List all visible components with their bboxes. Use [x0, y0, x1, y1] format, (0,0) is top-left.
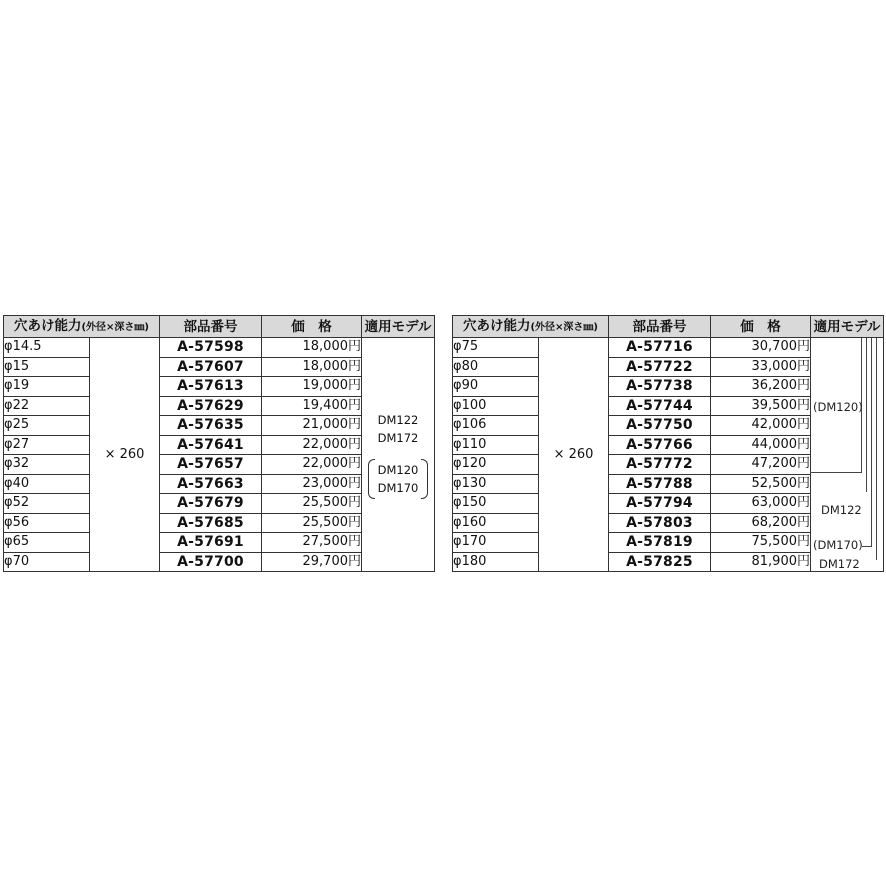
price-cell: 18,000円	[262, 357, 362, 377]
diameter-cell: φ14.5	[4, 338, 90, 358]
diameter-cell: φ40	[4, 474, 90, 494]
part-number-cell: A-57629	[160, 396, 262, 416]
model-label-dm170: (DM170)	[813, 538, 863, 552]
price-cell: 29,700円	[262, 552, 362, 572]
bracket-line-dm120-h	[810, 472, 862, 473]
price-cell: 25,500円	[262, 494, 362, 514]
model-paren-group	[368, 459, 429, 499]
diameter-cell: φ15	[4, 357, 90, 377]
model-label-dm120: (DM120)	[813, 400, 863, 414]
part-number-cell: A-57766	[609, 435, 711, 455]
part-number-cell: A-57788	[609, 474, 711, 494]
model-label-dm172: DM172	[819, 557, 860, 571]
left-price-header: 価 格	[262, 316, 362, 338]
part-number-cell: A-57641	[160, 435, 262, 455]
diameter-cell: φ120	[453, 455, 539, 475]
table-row	[4, 338, 435, 358]
part-number-cell: A-57825	[609, 552, 711, 572]
part-number-cell: A-57635	[160, 416, 262, 436]
part-number-cell: A-57794	[609, 494, 711, 514]
left-spec-table	[3, 315, 435, 572]
diameter-cell: φ19	[4, 377, 90, 397]
price-cell: 27,500円	[262, 533, 362, 553]
part-number-cell: A-57679	[160, 494, 262, 514]
right-spec-table	[452, 315, 884, 572]
bracket-line-dm122-v	[866, 338, 867, 492]
diameter-cell: φ90	[453, 377, 539, 397]
diameter-cell: φ150	[453, 494, 539, 514]
price-cell: 30,700円	[711, 338, 811, 358]
price-cell: 22,000円	[262, 435, 362, 455]
part-number-cell: A-57716	[609, 338, 711, 358]
diameter-cell: φ180	[453, 552, 539, 572]
price-cell: 68,200円	[711, 513, 811, 533]
model-label-dm122: DM122	[821, 503, 862, 517]
left-part-header: 部品番号	[160, 316, 262, 338]
depth-cell: × 260	[539, 338, 609, 572]
price-cell: 42,000円	[711, 416, 811, 436]
right-header-row	[453, 316, 884, 338]
price-cell: 18,000円	[262, 338, 362, 358]
part-number-cell: A-57607	[160, 357, 262, 377]
model-dm172: DM172	[377, 430, 419, 445]
diameter-cell: φ25	[4, 416, 90, 436]
part-number-cell: A-57772	[609, 455, 711, 475]
diameter-cell: φ170	[453, 533, 539, 553]
price-cell: 21,000円	[262, 416, 362, 436]
price-cell: 25,500円	[262, 513, 362, 533]
model-dm122: DM122	[377, 412, 419, 427]
part-number-cell: A-57663	[160, 474, 262, 494]
part-number-cell: A-57613	[160, 377, 262, 397]
right-part-header: 部品番号	[609, 316, 711, 338]
price-cell: 63,000円	[711, 494, 811, 514]
bracket-line-dm170-h	[862, 546, 872, 547]
diameter-cell: φ70	[4, 552, 90, 572]
models-cell	[811, 338, 884, 553]
depth-cell: × 260	[90, 338, 160, 572]
diameter-cell: φ52	[4, 494, 90, 514]
price-cell: 19,000円	[262, 377, 362, 397]
price-cell: 22,000円	[262, 455, 362, 475]
price-cell: 39,500円	[711, 396, 811, 416]
price-cell: 23,000円	[262, 474, 362, 494]
table-row	[453, 338, 884, 358]
right-capacity-header: 穴あけ能力(外径×深さ㎜)	[453, 316, 609, 338]
bracket-line-dm170-v	[871, 338, 872, 546]
part-number-cell: A-57803	[609, 513, 711, 533]
price-cell: 44,000円	[711, 435, 811, 455]
diameter-cell: φ22	[4, 396, 90, 416]
price-cell: 75,500円	[711, 533, 811, 553]
diameter-cell: φ75	[453, 338, 539, 358]
part-number-cell: A-57700	[160, 552, 262, 572]
left-models-header: 適用モデル	[362, 316, 435, 338]
models-cell	[362, 338, 435, 572]
part-number-cell: A-57722	[609, 357, 711, 377]
part-number-cell: A-57657	[160, 455, 262, 475]
part-number-cell: A-57691	[160, 533, 262, 553]
diameter-cell: φ32	[4, 455, 90, 475]
diameter-cell: φ65	[4, 533, 90, 553]
part-number-cell: A-57744	[609, 396, 711, 416]
diameter-cell: φ100	[453, 396, 539, 416]
part-number-cell: A-57738	[609, 377, 711, 397]
diameter-cell: φ160	[453, 513, 539, 533]
part-number-cell: A-57685	[160, 513, 262, 533]
part-number-cell: A-57750	[609, 416, 711, 436]
right-price-header: 価 格	[711, 316, 811, 338]
right-models-header: 適用モデル	[811, 316, 884, 338]
diameter-cell: φ27	[4, 435, 90, 455]
left-capacity-header: 穴あけ能力(外径×深さ㎜)	[4, 316, 160, 338]
price-cell: 81,900円	[711, 552, 811, 572]
model-dm120: DM120	[377, 462, 419, 477]
price-cell: 47,200円	[711, 455, 811, 475]
price-cell: 33,000円	[711, 357, 811, 377]
price-cell: 19,400円	[262, 396, 362, 416]
diameter-cell: φ80	[453, 357, 539, 377]
diameter-cell: φ106	[453, 416, 539, 436]
bracket-line-dm172-v	[876, 338, 877, 560]
price-cell: 52,500円	[711, 474, 811, 494]
left-header-row	[4, 316, 435, 338]
model-dm170: DM170	[377, 480, 419, 495]
price-cell: 36,200円	[711, 377, 811, 397]
part-number-cell: A-57819	[609, 533, 711, 553]
part-number-cell: A-57598	[160, 338, 262, 358]
diameter-cell: φ110	[453, 435, 539, 455]
diameter-cell: φ130	[453, 474, 539, 494]
diameter-cell: φ56	[4, 513, 90, 533]
